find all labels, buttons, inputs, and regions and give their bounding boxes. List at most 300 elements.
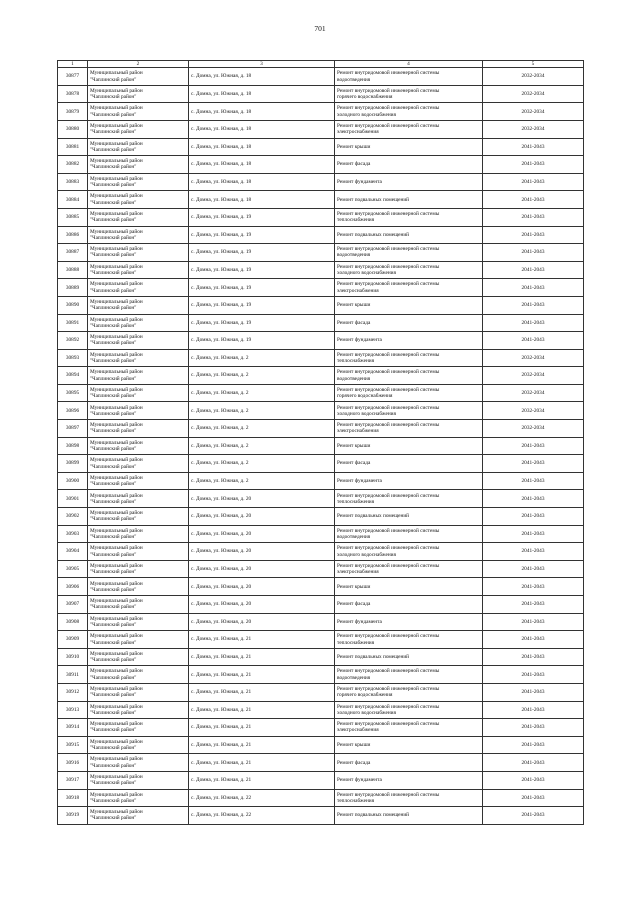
address-cell: с. Домна, ул. Южная, д. 18 (189, 120, 335, 138)
table-row (58, 191, 584, 209)
row-number: 30899 (58, 455, 88, 473)
row-number: 30882 (58, 156, 88, 174)
municipality-line: Муниципальный район (90, 228, 143, 235)
table-row (58, 261, 584, 279)
work-type-cell (335, 472, 483, 490)
municipality-line: Муниципальный район (90, 650, 143, 657)
municipality-cell (88, 173, 189, 191)
municipality-line: "Чаплинский район" (90, 639, 137, 646)
work-type-line: Ремонт внутридомовой инженерной системы (337, 668, 440, 675)
work-type-cell (335, 68, 483, 86)
municipality-cell (88, 420, 189, 438)
work-type-line: Ремонт внутридомовой инженерной системы (337, 686, 440, 693)
municipality-line: "Чаплинский район" (90, 797, 137, 804)
period-cell: 2041-2043 (483, 754, 584, 772)
period-cell: 2041-2043 (483, 789, 584, 807)
work-type-line: Ремонт внутридомовой инженерной системы (337, 70, 440, 77)
municipality-line: "Чаплинский район" (90, 674, 137, 681)
municipality-line: "Чаплинский район" (90, 340, 137, 347)
work-type-line: Ремонт крыши (337, 302, 371, 309)
municipality-line: Муниципальный район (90, 263, 143, 270)
period-cell: 2041-2043 (483, 666, 584, 684)
municipality-line: Муниципальный район (90, 105, 143, 112)
work-type-line: теплоснабжения (337, 498, 375, 505)
work-type-line: Ремонт подвальных помещений (337, 231, 409, 238)
work-type-line: Ремонт внутридомовой инженерной системы (337, 527, 440, 534)
address-cell: с. Домна, ул. Южная, д. 20 (189, 490, 335, 508)
municipality-cell (88, 490, 189, 508)
period-cell: 2041-2043 (483, 314, 584, 332)
row-number: 30883 (58, 173, 88, 191)
municipality-cell (88, 226, 189, 244)
municipality-line: Муниципальный район (90, 439, 143, 446)
period-cell: 2041-2043 (483, 191, 584, 209)
address-cell: с. Домна, ул. Южная, д. 18 (189, 103, 335, 121)
work-type-line: горячего водоснабжения (337, 692, 393, 699)
address-cell: с. Домна, ул. Южная, д. 20 (189, 525, 335, 543)
table-row (58, 508, 584, 526)
work-type-line: электроснабжения (337, 428, 379, 435)
period-cell: 2041-2043 (483, 613, 584, 631)
work-type-line: Ремонт внутридомовой инженерной системы (337, 246, 440, 253)
work-type-cell (335, 261, 483, 279)
work-type-cell (335, 349, 483, 367)
row-number: 30878 (58, 85, 88, 103)
address-cell: с. Домна, ул. Южная, д. 20 (189, 613, 335, 631)
period-cell: 2041-2043 (483, 771, 584, 789)
address-cell: с. Домна, ул. Южная, д. 21 (189, 648, 335, 666)
municipality-cell (88, 508, 189, 526)
work-type-cell (335, 279, 483, 297)
row-number: 30896 (58, 402, 88, 420)
row-number: 30891 (58, 314, 88, 332)
work-type-line: Ремонт внутридомовой инженерной системы (337, 633, 440, 640)
table-row (58, 560, 584, 578)
work-type-line: Ремонт внутридомовой инженерной системы (337, 422, 440, 429)
table-row (58, 156, 584, 174)
address-cell: с. Домна, ул. Южная, д. 2 (189, 367, 335, 385)
municipality-line: Муниципальный район (90, 756, 143, 763)
municipality-line: "Чаплинский район" (90, 94, 137, 101)
municipality-line: "Чаплинский район" (90, 604, 137, 611)
work-type-line: Ремонт подвальных помещений (337, 513, 409, 520)
row-number: 30886 (58, 226, 88, 244)
period-cell: 2041-2043 (483, 683, 584, 701)
municipality-line: "Чаплинский район" (90, 287, 137, 294)
address-cell: с. Домна, ул. Южная, д. 21 (189, 719, 335, 737)
work-type-line: Ремонт внутридомовой инженерной системы (337, 123, 440, 130)
address-cell: с. Домна, ул. Южная, д. 20 (189, 508, 335, 526)
column-header: 2 (88, 61, 189, 68)
table-row (58, 472, 584, 490)
period-cell: 2041-2043 (483, 296, 584, 314)
work-type-line: Ремонт внутридомовой инженерной системы (337, 105, 440, 112)
table-row (58, 349, 584, 367)
work-type-cell (335, 508, 483, 526)
header-row (58, 61, 584, 68)
row-number: 30907 (58, 596, 88, 614)
table-row (58, 173, 584, 191)
work-type-cell (335, 226, 483, 244)
municipality-line: "Чаплинский район" (90, 709, 137, 716)
work-type-line: Ремонт фасада (337, 759, 371, 766)
municipality-line: Муниципальный район (90, 580, 143, 587)
work-type-line: электроснабжения (337, 727, 379, 734)
municipality-line: Муниципальный район (90, 492, 143, 499)
work-type-line: водоотведения (337, 533, 371, 540)
address-cell: с. Домна, ул. Южная, д. 2 (189, 472, 335, 490)
work-type-line: Ремонт внутридомовой инженерной системы (337, 263, 440, 270)
address-cell: с. Домна, ул. Южная, д. 18 (189, 156, 335, 174)
municipality-line: "Чаплинский район" (90, 146, 137, 153)
table-row (58, 437, 584, 455)
work-type-cell (335, 666, 483, 684)
municipality-line: Муниципальный район (90, 791, 143, 798)
municipality-cell (88, 156, 189, 174)
work-type-cell (335, 631, 483, 649)
row-number: 30900 (58, 472, 88, 490)
municipality-line: Муниципальный район (90, 316, 143, 323)
work-type-line: электроснабжения (337, 287, 379, 294)
address-cell: с. Домна, ул. Южная, д. 19 (189, 296, 335, 314)
work-type-line: холодного водоснабжения (337, 709, 396, 716)
work-type-line: теплоснабжения (337, 358, 375, 364)
table-row (58, 683, 584, 701)
municipality-line: "Чаплинский район" (90, 745, 137, 752)
table-row (58, 455, 584, 473)
municipality-cell (88, 261, 189, 279)
work-type-cell (335, 648, 483, 666)
municipality-line: Муниципальный район (90, 545, 143, 552)
table-row (58, 789, 584, 807)
period-cell: 2041-2043 (483, 560, 584, 578)
address-cell: с. Домна, ул. Южная, д. 18 (189, 68, 335, 86)
municipality-line: "Чаплинский район" (90, 657, 137, 664)
work-type-line: Ремонт фундамента (337, 337, 382, 344)
table-row (58, 208, 584, 226)
work-type-cell (335, 244, 483, 262)
work-type-cell (335, 173, 483, 191)
municipality-cell (88, 296, 189, 314)
work-type-line: Ремонт фундамента (337, 178, 382, 185)
municipality-cell (88, 332, 189, 350)
municipality-line: "Чаплинский район" (90, 252, 137, 259)
municipality-line: "Чаплинский район" (90, 815, 137, 822)
period-cell: 2032-2034 (483, 367, 584, 385)
municipality-line: Муниципальный район (90, 598, 143, 605)
work-type-cell (335, 103, 483, 121)
work-type-line: горячего водоснабжения (337, 393, 393, 400)
municipality-cell (88, 754, 189, 772)
row-number: 30888 (58, 261, 88, 279)
work-type-cell (335, 208, 483, 226)
period-cell: 2041-2043 (483, 701, 584, 719)
address-cell: с. Домна, ул. Южная, д. 19 (189, 314, 335, 332)
municipality-line: "Чаплинский район" (90, 182, 137, 189)
work-type-line: Ремонт подвальных помещений (337, 812, 409, 819)
work-type-line: Ремонт внутридомовой инженерной системы (337, 721, 440, 728)
municipality-cell (88, 807, 189, 825)
municipality-line: "Чаплинский район" (90, 129, 137, 136)
page-number: 701 (314, 24, 326, 33)
table-row (58, 666, 584, 684)
municipality-cell (88, 437, 189, 455)
table-row (58, 771, 584, 789)
row-number: 30879 (58, 103, 88, 121)
municipality-line: "Чаплинский район" (90, 533, 137, 540)
address-cell: с. Домна, ул. Южная, д. 21 (189, 631, 335, 649)
table-body (58, 68, 584, 825)
work-type-line: Ремонт крыши (337, 143, 371, 150)
address-cell: с. Домна, ул. Южная, д. 2 (189, 420, 335, 438)
address-cell: с. Домна, ул. Южная, д. 18 (189, 85, 335, 103)
table-row (58, 613, 584, 631)
municipality-cell (88, 666, 189, 684)
municipality-cell (88, 789, 189, 807)
row-number: 30909 (58, 631, 88, 649)
table-row (58, 138, 584, 156)
table-row (58, 543, 584, 561)
period-cell: 2041-2043 (483, 332, 584, 350)
table-row (58, 631, 584, 649)
row-number: 30901 (58, 490, 88, 508)
work-type-line: Ремонт крыши (337, 442, 371, 449)
municipality-line: "Чаплинский район" (90, 217, 137, 224)
address-cell: с. Домна, ул. Южная, д. 2 (189, 402, 335, 420)
municipality-cell (88, 771, 189, 789)
municipality-line: "Чаплинский район" (90, 322, 137, 329)
municipality-line: "Чаплинский район" (90, 76, 137, 83)
municipality-cell (88, 472, 189, 490)
period-cell: 2041-2043 (483, 596, 584, 614)
work-type-cell (335, 314, 483, 332)
municipality-cell (88, 455, 189, 473)
work-type-line: электроснабжения (337, 129, 379, 136)
municipality-line: "Чаплинский район" (90, 727, 137, 734)
work-type-line: Ремонт подвальных помещений (337, 653, 409, 660)
municipality-line: Муниципальный район (90, 70, 143, 77)
work-type-line: Ремонт фундамента (337, 777, 382, 784)
work-type-cell (335, 85, 483, 103)
work-type-line: электроснабжения (337, 569, 379, 576)
municipality-line: "Чаплинский район" (90, 199, 137, 206)
period-cell: 2032-2034 (483, 85, 584, 103)
municipality-cell (88, 719, 189, 737)
municipality-line: "Чаплинский район" (90, 111, 137, 118)
municipality-line: Муниципальный район (90, 474, 143, 481)
table-row (58, 807, 584, 825)
row-number: 30895 (58, 384, 88, 402)
work-type-cell (335, 771, 483, 789)
municipality-line: "Чаплинский район" (90, 762, 137, 769)
municipality-cell (88, 103, 189, 121)
work-type-line: Ремонт внутридомовой инженерной системы (337, 87, 440, 94)
period-cell: 2041-2043 (483, 631, 584, 649)
municipality-line: "Чаплинский район" (90, 358, 137, 364)
municipality-line: Муниципальный район (90, 281, 143, 288)
municipality-line: Муниципальный район (90, 738, 143, 745)
row-number: 30912 (58, 683, 88, 701)
row-number: 30915 (58, 736, 88, 754)
municipality-cell (88, 244, 189, 262)
work-type-line: Ремонт крыши (337, 741, 371, 748)
period-cell: 2041-2043 (483, 543, 584, 561)
row-number: 30911 (58, 666, 88, 684)
registry-table (57, 60, 584, 825)
municipality-line: "Чаплинский район" (90, 164, 137, 171)
table-row (58, 578, 584, 596)
table-row (58, 490, 584, 508)
row-number: 30894 (58, 367, 88, 385)
work-type-line: Ремонт внутридомовой инженерной системы (337, 369, 440, 376)
municipality-line: Муниципальный район (90, 404, 143, 411)
period-cell: 2041-2043 (483, 578, 584, 596)
table-row (58, 314, 584, 332)
municipality-cell (88, 525, 189, 543)
address-cell: с. Домна, ул. Южная, д. 22 (189, 789, 335, 807)
table-row (58, 384, 584, 402)
row-number: 30918 (58, 789, 88, 807)
work-type-cell (335, 525, 483, 543)
address-cell: с. Домна, ул. Южная, д. 2 (189, 455, 335, 473)
work-type-cell (335, 683, 483, 701)
address-cell: с. Домна, ул. Южная, д. 20 (189, 596, 335, 614)
municipality-line: Муниципальный район (90, 334, 143, 341)
municipality-cell (88, 120, 189, 138)
period-cell: 2041-2043 (483, 490, 584, 508)
municipality-line: Муниципальный район (90, 351, 143, 358)
work-type-line: холодного водоснабжения (337, 551, 396, 558)
period-cell: 2032-2034 (483, 402, 584, 420)
period-cell: 2041-2043 (483, 807, 584, 825)
address-cell: с. Домна, ул. Южная, д. 19 (189, 279, 335, 297)
municipality-line: "Чаплинский район" (90, 551, 137, 558)
row-number: 30890 (58, 296, 88, 314)
work-type-cell (335, 367, 483, 385)
work-type-line: теплоснабжения (337, 797, 375, 804)
municipality-line: "Чаплинский район" (90, 621, 137, 628)
municipality-line: "Чаплинский район" (90, 410, 137, 417)
period-cell: 2041-2043 (483, 437, 584, 455)
municipality-line: Муниципальный район (90, 615, 143, 622)
address-cell: с. Домна, ул. Южная, д. 19 (189, 226, 335, 244)
municipality-line: "Чаплинский район" (90, 481, 137, 488)
address-cell: с. Домна, ул. Южная, д. 21 (189, 701, 335, 719)
municipality-cell (88, 85, 189, 103)
work-type-cell (335, 120, 483, 138)
address-cell: с. Домна, ул. Южная, д. 2 (189, 437, 335, 455)
municipality-cell (88, 402, 189, 420)
table-row (58, 68, 584, 86)
work-type-cell (335, 701, 483, 719)
period-cell: 2032-2034 (483, 349, 584, 367)
row-number: 30910 (58, 648, 88, 666)
work-type-cell (335, 736, 483, 754)
municipality-line: Муниципальный район (90, 140, 143, 147)
address-cell: с. Домна, ул. Южная, д. 2 (189, 349, 335, 367)
table-row (58, 279, 584, 297)
period-cell: 2041-2043 (483, 261, 584, 279)
work-type-line: Ремонт внутридомовой инженерной системы (337, 281, 440, 288)
municipality-line: Муниципальный район (90, 422, 143, 429)
row-number: 30905 (58, 560, 88, 578)
municipality-cell (88, 279, 189, 297)
municipality-line: "Чаплинский район" (90, 305, 137, 312)
work-type-cell (335, 596, 483, 614)
municipality-cell (88, 701, 189, 719)
municipality-line: "Чаплинский район" (90, 234, 137, 241)
period-cell: 2041-2043 (483, 525, 584, 543)
municipality-line: Муниципальный район (90, 386, 143, 393)
row-number: 30885 (58, 208, 88, 226)
work-type-line: водоотведения (337, 674, 371, 681)
address-cell: с. Домна, ул. Южная, д. 20 (189, 578, 335, 596)
municipality-line: Муниципальный район (90, 686, 143, 693)
column-header: 3 (189, 61, 335, 68)
table-row (58, 120, 584, 138)
row-number: 30898 (58, 437, 88, 455)
municipality-line: "Чаплинский район" (90, 428, 137, 435)
municipality-cell (88, 648, 189, 666)
work-type-cell (335, 437, 483, 455)
address-cell: с. Домна, ул. Южная, д. 20 (189, 560, 335, 578)
municipality-cell (88, 68, 189, 86)
address-cell: с. Домна, ул. Южная, д. 18 (189, 138, 335, 156)
work-type-line: водоотведения (337, 375, 371, 382)
period-cell: 2041-2043 (483, 648, 584, 666)
address-cell: с. Домна, ул. Южная, д. 20 (189, 543, 335, 561)
municipality-line: "Чаплинский район" (90, 270, 137, 277)
work-type-cell (335, 490, 483, 508)
work-type-cell (335, 789, 483, 807)
period-cell: 2041-2043 (483, 173, 584, 191)
municipality-line: Муниципальный район (90, 457, 143, 464)
municipality-line: Муниципальный район (90, 527, 143, 534)
municipality-line: "Чаплинский район" (90, 692, 137, 699)
period-cell: 2032-2034 (483, 120, 584, 138)
work-type-cell (335, 807, 483, 825)
column-header: 5 (483, 61, 584, 68)
work-type-cell (335, 560, 483, 578)
work-type-line: Ремонт фасада (337, 601, 371, 608)
work-type-line: Ремонт внутридомовой инженерной системы (337, 211, 440, 218)
work-type-cell (335, 455, 483, 473)
municipality-cell (88, 349, 189, 367)
municipality-line: "Чаплинский район" (90, 516, 137, 523)
municipality-cell (88, 683, 189, 701)
work-type-line: Ремонт внутридомовой инженерной системы (337, 404, 440, 411)
municipality-line: Муниципальный район (90, 721, 143, 728)
work-type-line: Ремонт фундамента (337, 478, 382, 485)
municipality-cell (88, 596, 189, 614)
work-type-line: Ремонт внутридомовой инженерной системы (337, 791, 440, 798)
period-cell: 2041-2043 (483, 208, 584, 226)
address-cell: с. Домна, ул. Южная, д. 2 (189, 384, 335, 402)
table-row (58, 648, 584, 666)
address-cell: с. Домна, ул. Южная, д. 19 (189, 208, 335, 226)
work-type-cell (335, 138, 483, 156)
work-type-line: Ремонт внутридомовой инженерной системы (337, 351, 440, 358)
municipality-line: Муниципальный район (90, 246, 143, 253)
municipality-cell (88, 543, 189, 561)
municipality-line: "Чаплинский район" (90, 569, 137, 576)
work-type-cell (335, 420, 483, 438)
row-number: 30903 (58, 525, 88, 543)
municipality-line: "Чаплинский район" (90, 375, 137, 382)
work-type-line: Ремонт внутридомовой инженерной системы (337, 545, 440, 552)
column-header: 1 (58, 61, 88, 68)
work-type-cell (335, 613, 483, 631)
